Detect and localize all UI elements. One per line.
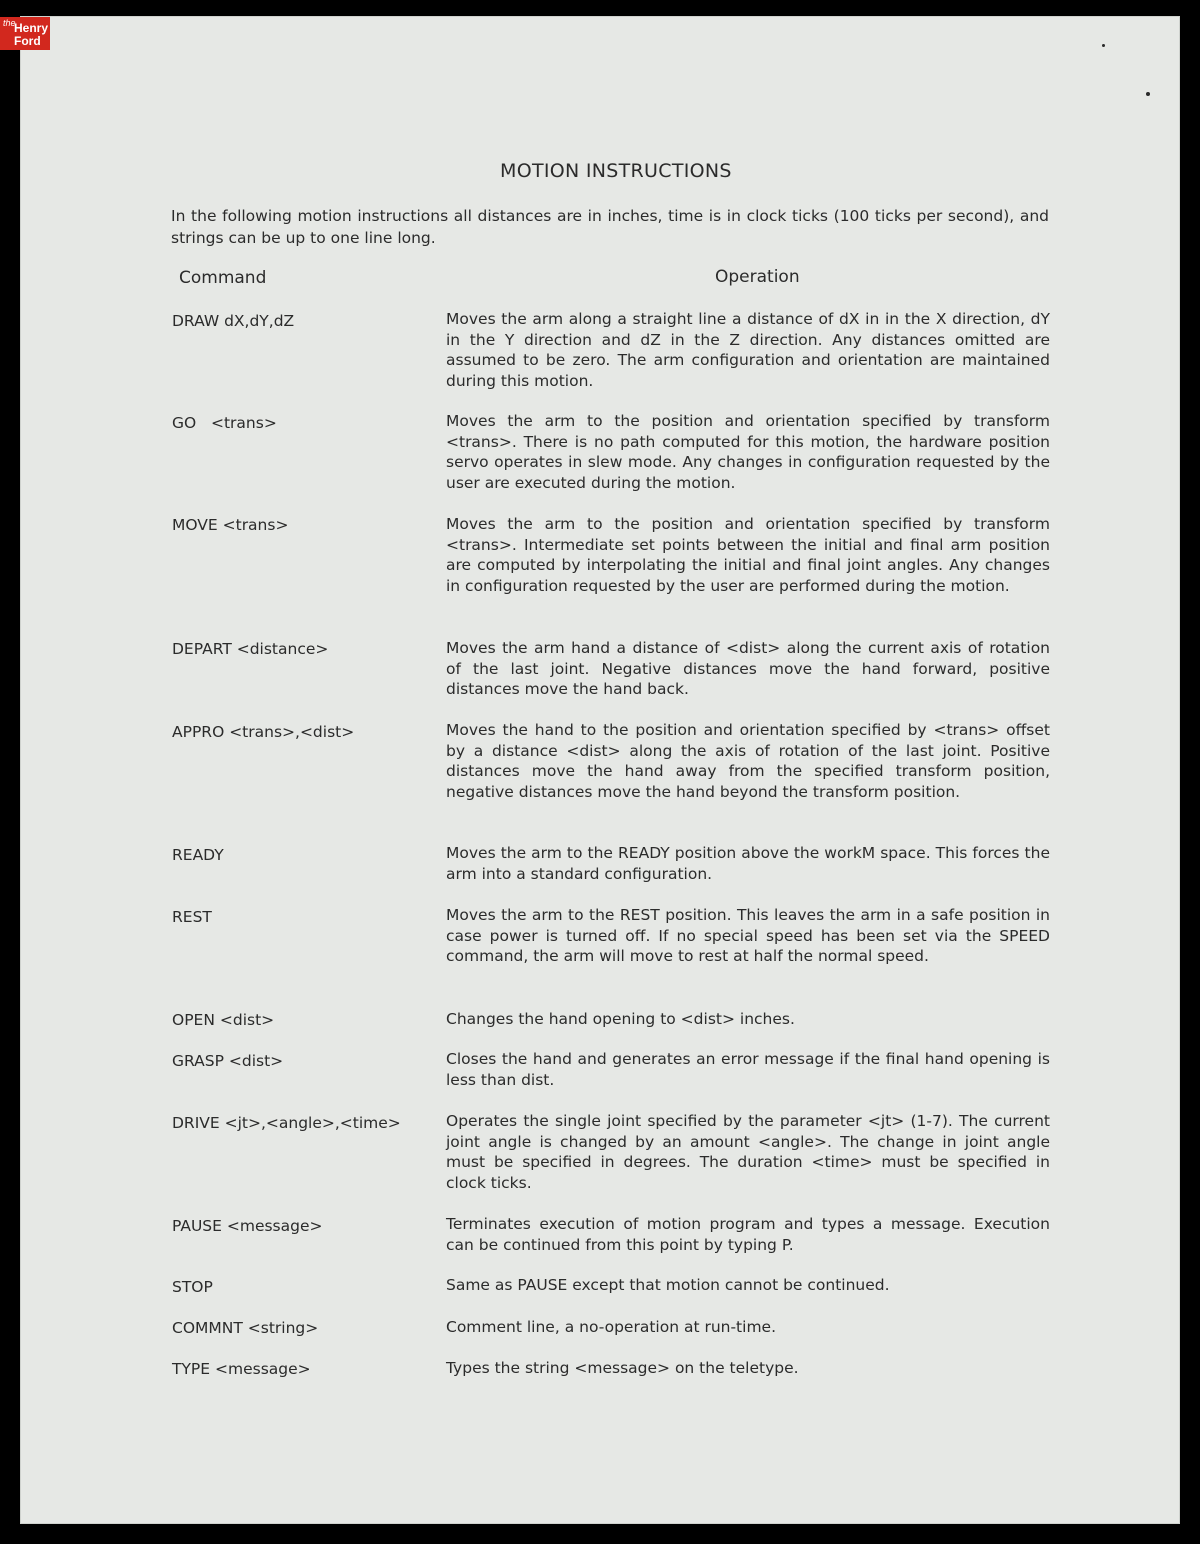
operation-rest: Moves the arm to the REST position. This leaves the arm in a safe position in case power is turned off. If no special speed has been set via the SPEED command, the arm will move to rest at half the normal speed.: [446, 906, 1050, 966]
operation-grasp: Closes the hand and generates an error message if the final hand opening is less than dist.: [446, 1050, 1050, 1089]
intro-paragraph: In the following motion instructions all distances are in inches, time is in clock ticks (100 ticks per second), and strings can be up to one line long.: [171, 207, 1049, 247]
command-go: GO <trans>: [172, 414, 277, 432]
command-commnt: COMMNT <string>: [172, 1319, 319, 1337]
command-depart: DEPART <distance>: [172, 640, 329, 658]
operation-stop: Same as PAUSE except that motion cannot be continued.: [446, 1276, 890, 1294]
page-title: MOTION INSTRUCTIONS: [500, 160, 732, 182]
command-type: TYPE <message>: [172, 1360, 311, 1378]
operation-type: Types the string <message> on the teletype.: [446, 1359, 799, 1377]
command-rest: REST: [172, 908, 212, 926]
operation-appro: Moves the hand to the position and orientation specified by <trans> offset by a distance <dist> along the axis of rotation of the last joint. Positive distances move the hand away from the specified transform position, negative distances move the hand beyond the transform position.: [446, 721, 1050, 802]
operation-commnt: Comment line, a no-operation at run-time.: [446, 1318, 777, 1336]
operation-pause: Terminates execution of motion program and types a message. Execution can be continued from this point by typing P.: [446, 1215, 1050, 1254]
command-draw: DRAW dX,dY,dZ: [172, 312, 295, 330]
operation-open: Changes the hand opening to <dist> inches.: [446, 1010, 795, 1028]
command-pause: PAUSE <message>: [172, 1217, 323, 1235]
logo-ford: Ford: [14, 34, 41, 48]
operation-ready: Moves the arm to the READY position above the workM space. This forces the arm into a standard configuration.: [446, 844, 1050, 883]
command-column-header: Command: [179, 268, 267, 288]
command-ready: READY: [172, 846, 224, 864]
command-drive: DRIVE <jt>,<angle>,<time>: [172, 1114, 401, 1132]
logo-the: the: [3, 18, 16, 28]
henry-ford-logo: [0, 17, 50, 50]
paper-speck: [1146, 92, 1150, 96]
command-grasp: GRASP <dist>: [172, 1052, 284, 1070]
operation-drive: Operates the single joint specified by the parameter <jt> (1-7). The current joint angle is changed by an amount <angle>. The change in joint angle must be specified in degrees. The duration <time> must be specified in clock ticks.: [446, 1112, 1050, 1193]
operation-column-header: Operation: [715, 267, 800, 287]
command-move: MOVE <trans>: [172, 516, 289, 534]
operation-depart: Moves the arm hand a distance of <dist> along the current axis of rotation of the last joint. Negative distances move the hand forward, positive distances move the hand back.: [446, 639, 1050, 699]
logo-henry: Henry: [14, 21, 49, 35]
operation-move: Moves the arm to the position and orientation specified by transform <trans>. Intermediate set points between the initial and final arm position are computed by interpolating the initial and final joint angles. Any changes in configuration requested by the user are performed during the motion.: [446, 515, 1050, 596]
operation-go: Moves the arm to the position and orientation specified by transform <trans>. There is no path computed for this motion, the hardware position servo operates in slew mode. Any changes in configuration requested by the user are executed during the motion.: [446, 412, 1050, 493]
command-appro: APPRO <trans>,<dist>: [172, 723, 355, 741]
command-stop: STOP: [172, 1278, 213, 1296]
command-open: OPEN <dist>: [172, 1011, 275, 1029]
paper-speck: [1102, 44, 1105, 47]
operation-draw: Moves the arm along a straight line a distance of dX in in the X direction, dY in the Y direction and dZ in the Z direction. Any distances omitted are assumed to be zero. The arm configuration and orientation are maintained during this motion.: [446, 310, 1050, 391]
